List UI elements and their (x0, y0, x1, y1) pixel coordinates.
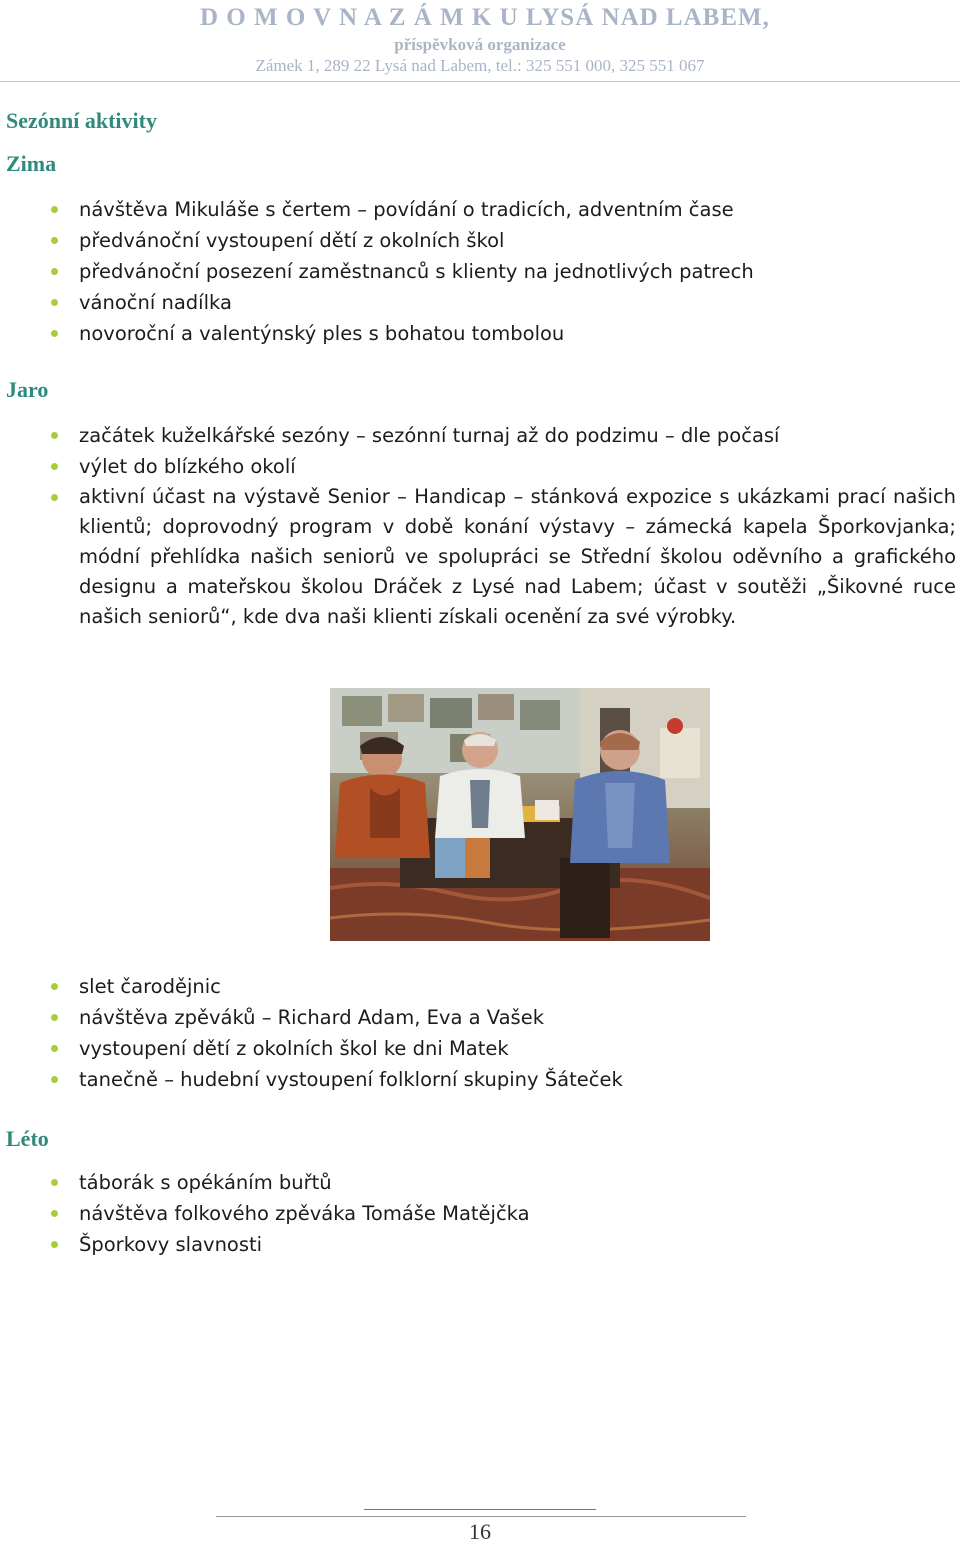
bullet-icon (51, 432, 58, 439)
section-title: Sezónní aktivity (6, 108, 157, 133)
list-item: táborák s opékáním buřtů (0, 1167, 530, 1198)
list-item: vánoční nadílka (0, 287, 754, 318)
list-item: vystoupení dětí z okolních škol ke dni Matek (0, 1033, 623, 1064)
zima-list (0, 194, 754, 349)
list-item: předvánoční posezení zaměstnanců s klienty na jednotlivých patrech (0, 256, 754, 287)
list-item: návštěva zpěváků – Richard Adam, Eva a Vašek (0, 1002, 623, 1033)
list-item: začátek kuželkářské sezóny – sezónní turnaj až do podzimu – dle počasí (0, 420, 956, 451)
bullet-icon (51, 206, 58, 213)
list-item: novoroční a valentýnský ples s bohatou tombolou (0, 318, 754, 349)
list-item: aktivní účast na výstavě Senior – Handicap – stánková expozice s ukázkami prací našich klientů; doprovodný program v době konání výstavy – zámecká kapela Šporkovjanka; módní přehlídka našich seniorů ve spolupráci se Střední školou oděvního a grafického designu a mateřskou školou Dráček z Lysé nad Labem; účast v soutěži „Šikovné ruce našich seniorů“, kde dva naši klienti získali ocenění za své výrobky. (0, 482, 956, 632)
jaro-list (0, 420, 956, 632)
list-item: návštěva folkového zpěváka Tomáše Matějčka (0, 1198, 530, 1229)
jaro-list-continued (0, 971, 623, 1095)
header-address: Zámek 1, 289 22 Lysá nad Labem, tel.: 325 551 000, 325 551 067 (255, 56, 705, 75)
bullet-icon (51, 330, 58, 337)
list-item: předvánoční vystoupení dětí z okolních škol (0, 225, 754, 256)
page-header (0, 0, 960, 82)
jaro-heading: Jaro (6, 377, 49, 402)
bullet-icon (51, 299, 58, 306)
list-item: tanečně – hudební vystoupení folklorní skupiny Šáteček (0, 1064, 623, 1095)
zima-heading: Zima (6, 151, 57, 176)
footer-divider (364, 1509, 596, 1510)
bullet-icon (51, 463, 58, 470)
bullet-icon (51, 1241, 58, 1248)
bullet-icon (51, 1210, 58, 1217)
page-number: 16 (469, 1519, 491, 1544)
bullet-icon (51, 268, 58, 275)
header-subtitle: příspěvková organizace (394, 35, 566, 54)
list-item: Šporkovy slavnosti (0, 1229, 530, 1260)
bullet-icon (51, 494, 58, 501)
bullet-icon (51, 983, 58, 990)
footer-divider (216, 1516, 746, 1517)
header-title: D O M O V N A Z Á M K U LYSÁ NAD LABEM, (200, 4, 770, 31)
leto-heading: Léto (6, 1126, 49, 1151)
list-item: návštěva Mikuláše s čertem – povídání o tradicích, adventním čase (0, 194, 754, 225)
list-item: výlet do blízkého okolí (0, 451, 956, 482)
bullet-icon (51, 1045, 58, 1052)
event-photo (330, 688, 710, 941)
bullet-icon (51, 237, 58, 244)
bullet-icon (51, 1076, 58, 1083)
leto-list (0, 1167, 530, 1260)
bullet-icon (51, 1179, 58, 1186)
header-divider (0, 81, 960, 82)
list-item: slet čarodějnic (0, 971, 623, 1002)
bullet-icon (51, 1014, 58, 1021)
